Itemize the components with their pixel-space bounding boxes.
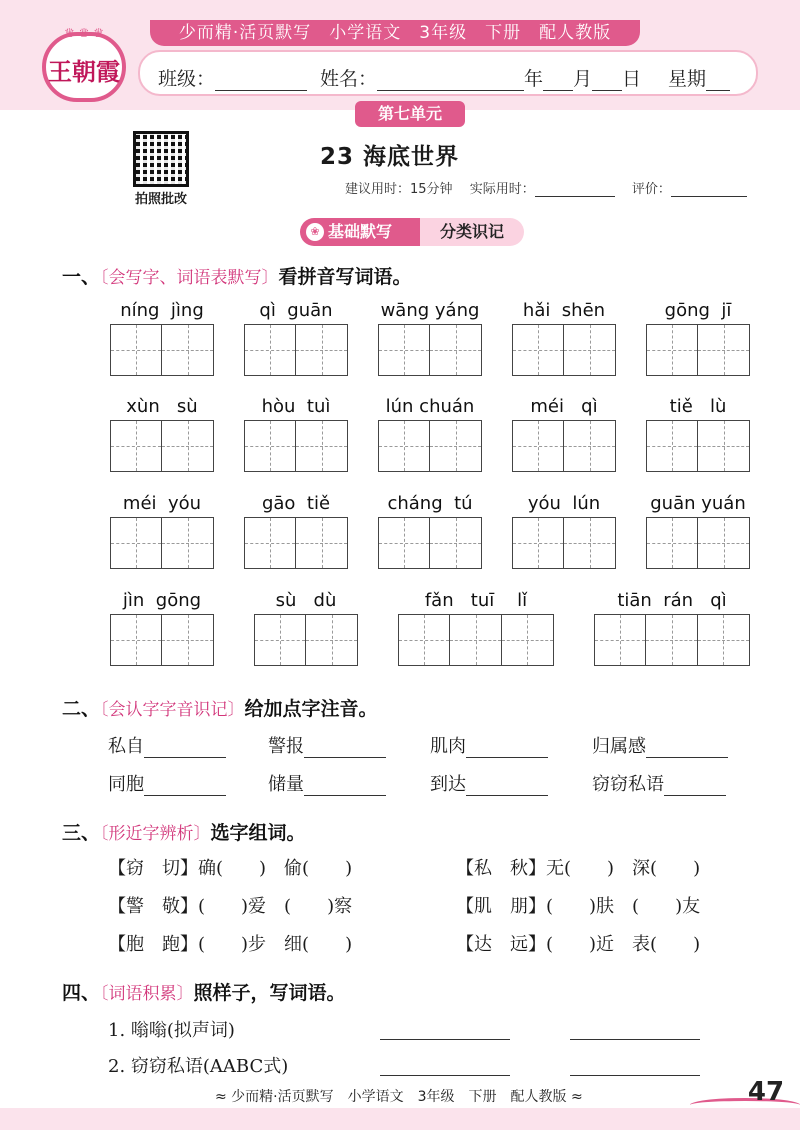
writing-grid[interactable] <box>110 614 214 666</box>
writing-cell[interactable] <box>162 325 213 375</box>
writing-grid[interactable] <box>244 420 348 472</box>
pinyin-label: guān yuán <box>650 493 746 514</box>
note-item-6[interactable]: 储量 <box>268 770 386 796</box>
writing-grid[interactable] <box>254 614 358 666</box>
writing-cell[interactable] <box>379 421 430 471</box>
writing-grid[interactable] <box>594 614 750 666</box>
pinyin-label: tiě lù <box>669 396 727 417</box>
writing-cell[interactable] <box>111 421 162 471</box>
section3-heading: 三、〔形近字辨析〕选字组词。 <box>62 822 306 844</box>
writing-cell[interactable] <box>296 325 347 375</box>
writing-cell[interactable] <box>450 615 501 665</box>
task-item-1: 1. 嗡嗡(拟声词) <box>108 1020 235 1041</box>
writing-cell[interactable] <box>513 421 564 471</box>
pinyin-label: hǎi shēn <box>522 300 606 321</box>
student-info-bar <box>138 50 758 96</box>
qr-label: 拍照批改 <box>134 192 187 207</box>
writing-grid[interactable] <box>512 517 616 569</box>
choice-row-2-right[interactable]: 【肌 朋】( )肤 ( )友 <box>456 896 701 917</box>
pinyin-label: cháng tú <box>387 493 473 514</box>
writing-cell[interactable] <box>698 615 749 665</box>
writing-cell[interactable] <box>245 325 296 375</box>
pinyin-label: wāng yáng <box>380 300 480 321</box>
pinyin-label: sù dù <box>275 590 337 611</box>
writing-grid[interactable] <box>110 517 214 569</box>
note-item-1[interactable]: 私自 <box>108 732 226 758</box>
weekday-field[interactable]: 星期 <box>668 64 730 91</box>
writing-cell[interactable] <box>255 615 306 665</box>
pinyin-label: lún chuán <box>385 396 475 417</box>
pinyin-label: níng jìng <box>120 300 204 321</box>
writing-grid[interactable] <box>398 614 554 666</box>
writing-grid[interactable] <box>378 324 482 376</box>
pinyin-label: fǎn tuī lǐ <box>424 590 528 611</box>
writing-cell[interactable] <box>698 421 749 471</box>
writing-cell[interactable] <box>399 615 450 665</box>
writing-grid[interactable] <box>646 420 750 472</box>
flower-icon: ❀ <box>306 223 324 241</box>
answer-line-1b[interactable] <box>570 1038 700 1040</box>
pinyin-label: xùn sù <box>126 396 198 417</box>
date-field[interactable]: 年 月 日 <box>480 64 641 91</box>
writing-cell[interactable] <box>646 615 697 665</box>
writing-grid[interactable] <box>378 517 482 569</box>
writing-cell[interactable] <box>296 421 347 471</box>
writing-cell[interactable] <box>698 518 749 568</box>
choice-row-3-right[interactable]: 【达 远】( )近 表( ) <box>456 934 701 955</box>
category-badge-basic: ❀ 基础默写 <box>300 218 420 246</box>
year-input-line[interactable] <box>480 73 524 91</box>
actual-time-line[interactable] <box>535 185 615 197</box>
section1-heading: 一、〔会写字、词语表默写〕看拼音写词语。 <box>62 266 412 288</box>
choice-row-1-right[interactable]: 【私 秋】无( ) 深( ) <box>456 858 701 879</box>
note-item-7[interactable]: 到达 <box>430 770 548 796</box>
choice-row-2-left[interactable]: 【警 敬】( )爱 ( )察 <box>108 896 353 917</box>
crown-icon: ♛ ♛ ♛ <box>64 26 104 40</box>
day-input-line[interactable] <box>592 73 622 91</box>
writing-cell[interactable] <box>430 518 481 568</box>
writing-cell[interactable] <box>245 421 296 471</box>
writing-cell[interactable] <box>111 615 162 665</box>
pinyin-label: tiān rán qì <box>617 590 727 611</box>
writing-cell[interactable] <box>647 518 698 568</box>
writing-grid[interactable] <box>244 324 348 376</box>
section4-heading: 四、〔词语积累〕照样子，写词语。 <box>62 982 346 1004</box>
writing-grid[interactable] <box>110 420 214 472</box>
pinyin-label: gāo tiě <box>261 493 331 514</box>
writing-cell[interactable] <box>595 615 646 665</box>
weekday-input-line[interactable] <box>706 73 730 91</box>
writing-cell[interactable] <box>513 325 564 375</box>
writing-cell[interactable] <box>379 325 430 375</box>
writing-grid[interactable] <box>512 420 616 472</box>
class-input-line[interactable] <box>215 73 307 91</box>
writing-cell[interactable] <box>564 421 615 471</box>
pinyin-label: yóu lún <box>527 493 601 514</box>
month-input-line[interactable] <box>543 73 573 91</box>
task-item-2: 2. 窃窃私语(AABC式) <box>108 1056 289 1077</box>
logo-text: 王朝霞 <box>48 57 120 86</box>
writing-cell[interactable] <box>111 325 162 375</box>
unit-badge: 第七单元 <box>355 101 465 127</box>
pinyin-label: qì guān <box>259 300 333 321</box>
writing-grid[interactable] <box>110 324 214 376</box>
footer-text: ≈ 少而精·活页默写 小学语文 3年级 下册 配人教版 ≈ <box>215 1089 583 1105</box>
time-info: 建议用时：15分钟 实际用时： 评价： <box>345 178 747 197</box>
writing-grid[interactable] <box>646 517 750 569</box>
writing-cell[interactable] <box>647 421 698 471</box>
qr-code-icon[interactable] <box>133 131 189 187</box>
answer-line-2b[interactable] <box>570 1074 700 1076</box>
rating-line[interactable] <box>671 185 747 197</box>
writing-cell[interactable] <box>564 518 615 568</box>
writing-cell[interactable] <box>306 615 357 665</box>
writing-grid[interactable] <box>512 324 616 376</box>
writing-cell[interactable] <box>564 325 615 375</box>
series-title: 少而精·活页默写 小学语文 3年级 下册 配人教版 <box>150 20 640 46</box>
lesson-title: 23 海底世界 <box>320 144 460 170</box>
category-badge-classify: 分类识记 <box>420 218 524 246</box>
writing-cell[interactable] <box>379 518 430 568</box>
pinyin-label: méi yóu <box>122 493 202 514</box>
name-field[interactable]: 姓名： <box>320 64 507 91</box>
answer-line-1a[interactable] <box>380 1038 510 1040</box>
writing-cell[interactable] <box>430 421 481 471</box>
note-item-4[interactable]: 归属感 <box>592 732 728 758</box>
writing-grid[interactable] <box>244 517 348 569</box>
pinyin-label: hòu tuì <box>261 396 331 417</box>
section2-heading: 二、〔会认字字音识记〕给加点字注音。 <box>62 698 378 720</box>
answer-line-2a[interactable] <box>380 1074 510 1076</box>
writing-cell[interactable] <box>502 615 553 665</box>
writing-grid[interactable] <box>646 324 750 376</box>
choice-row-1-left[interactable]: 【窃 切】确( ) 偷( ) <box>108 858 353 879</box>
footer-band <box>0 1108 800 1130</box>
note-item-2[interactable]: 警报 <box>268 732 386 758</box>
pinyin-label: jìn gōng <box>122 590 202 611</box>
writing-grid[interactable] <box>378 420 482 472</box>
page-number: 47 <box>747 1077 785 1107</box>
writing-cell[interactable] <box>296 518 347 568</box>
pinyin-label: gōng jī <box>664 300 732 321</box>
note-item-5[interactable]: 同胞 <box>108 770 226 796</box>
pinyin-label: méi qì <box>530 396 598 417</box>
class-field[interactable]: 班级： <box>158 64 307 91</box>
brand-logo <box>36 26 132 106</box>
writing-cell[interactable] <box>430 325 481 375</box>
writing-cell[interactable] <box>698 325 749 375</box>
choice-row-3-left[interactable]: 【胞 跑】( )步 细( ) <box>108 934 353 955</box>
writing-cell[interactable] <box>111 518 162 568</box>
note-item-8[interactable]: 窃窃私语 <box>592 770 726 796</box>
writing-cell[interactable] <box>245 518 296 568</box>
writing-cell[interactable] <box>162 518 213 568</box>
writing-cell[interactable] <box>647 325 698 375</box>
note-item-3[interactable]: 肌肉 <box>430 732 548 758</box>
writing-cell[interactable] <box>513 518 564 568</box>
writing-cell[interactable] <box>162 421 213 471</box>
writing-cell[interactable] <box>162 615 213 665</box>
